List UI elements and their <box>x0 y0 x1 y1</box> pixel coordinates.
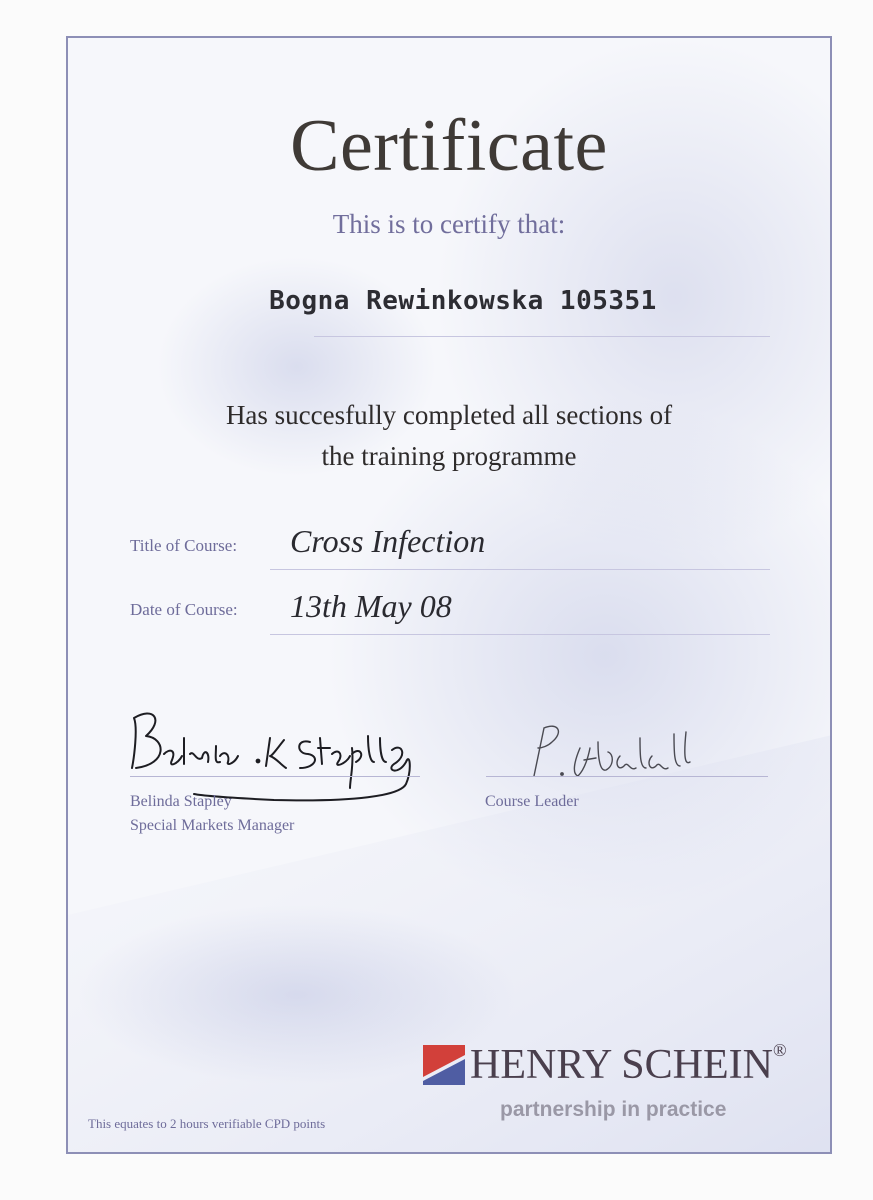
left-signatory-name: Belinda Stapley <box>130 793 232 810</box>
certificate-title: Certificate <box>290 105 608 187</box>
left-signatory-role: Special Markets Manager <box>130 817 295 834</box>
left-signature-underline <box>130 776 420 777</box>
brand-name-text: HENRY SCHEIN <box>470 1042 773 1088</box>
henry-schein-logo-mark <box>423 1045 465 1085</box>
completion-line-2: the training programme <box>321 441 577 471</box>
recipient-name: Bogna Rewinkowska 105351 <box>269 286 657 316</box>
brand-tagline: partnership in practice <box>500 1098 727 1121</box>
brand-name <box>470 1040 787 1089</box>
recipient-underline <box>314 336 770 337</box>
course-date-label: Date of Course: <box>130 600 238 619</box>
certify-subtitle: This is to certify that: <box>332 209 566 239</box>
completion-line-1: Has succesfully completed all sections of <box>225 400 673 430</box>
right-signature-underline <box>486 776 768 777</box>
course-title-label: Title of Course: <box>130 536 238 555</box>
course-title-value: Cross Infection <box>290 523 486 559</box>
left-signature <box>124 698 424 808</box>
course-date-underline <box>270 634 770 635</box>
course-date-value: 13th May 08 <box>290 588 452 624</box>
cpd-note: This equates to 2 hours verifiable CPD points <box>88 1116 326 1131</box>
right-signature <box>528 718 718 788</box>
course-title-underline <box>270 569 770 570</box>
right-signatory-role: Course Leader <box>485 793 579 810</box>
registered-mark: ® <box>772 1040 787 1060</box>
certificate-sheet <box>66 36 832 1154</box>
